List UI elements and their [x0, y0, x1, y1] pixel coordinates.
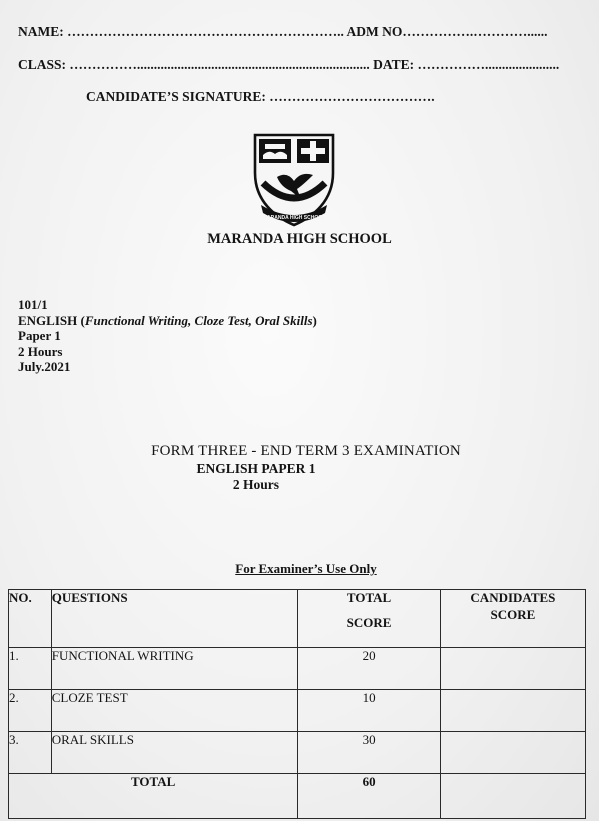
total-row	[9, 774, 586, 819]
row-candidate-score[interactable]	[440, 690, 585, 732]
row-number: 1.	[9, 648, 52, 690]
row-candidate-score[interactable]	[440, 648, 585, 690]
header-questions: QUESTIONS	[51, 590, 298, 648]
table-row	[9, 690, 586, 732]
header-candidates-score: CANDIDATES SCORE	[440, 590, 585, 648]
signature-field-line: CANDIDATE’S SIGNATURE: ……………………………….	[86, 89, 435, 104]
paper-number: Paper 1	[18, 328, 61, 343]
paper-subject: ENGLISH (Functional Writing, Cloze Test, Oral Skills)	[18, 312, 317, 328]
score-table-header-row	[9, 590, 586, 648]
total-candidate-score[interactable]	[440, 774, 585, 819]
total-value: 60	[298, 774, 441, 819]
paper-duration: 2 Hours	[18, 343, 63, 359]
row-question: ORAL SKILLS	[51, 732, 298, 774]
class-field-line: CLASS: ……………..................................................................... DATE: ……………......................	[18, 57, 560, 72]
row-candidate-score[interactable]	[440, 732, 585, 774]
exam-subtitle-block	[0, 461, 512, 493]
row-total-score: 10	[298, 690, 441, 732]
exam-subtitle: ENGLISH PAPER 1	[196, 461, 316, 476]
examiner-use-heading: For Examiner’s Use Only	[235, 561, 377, 576]
table-row	[9, 648, 586, 690]
paper-date: July.2021	[18, 359, 71, 374]
paper-info-block	[18, 297, 317, 375]
score-table	[8, 589, 586, 819]
table-row	[9, 732, 586, 774]
exam-title: FORM THREE - END TERM 3 EXAMINATION	[151, 443, 461, 459]
school-name: MARANDA HIGH SCHOOL	[207, 231, 392, 247]
paper-subject-detail: Functional Writing, Cloze Test, Oral Skills	[84, 312, 313, 328]
row-total-score: 30	[298, 732, 441, 774]
exam-duration: 2 Hours	[232, 477, 280, 492]
row-number: 2.	[9, 690, 52, 732]
logo-banner-text: MARANDA HIGH SCHOOL	[262, 215, 326, 221]
paper-code: 101/1	[18, 297, 48, 312]
total-label: TOTAL	[9, 774, 298, 819]
row-number: 3.	[9, 732, 52, 774]
header-no: NO.	[9, 590, 52, 648]
name-field-line: NAME: …………………………………………………….. ADM NO…………….…………......	[18, 24, 548, 39]
school-crest-logo	[251, 133, 337, 229]
row-total-score: 20	[298, 648, 441, 690]
header-total-score: TOTAL SCORE	[298, 590, 441, 648]
row-question: FUNCTIONAL WRITING	[51, 648, 298, 690]
row-question: CLOZE TEST	[51, 690, 298, 732]
